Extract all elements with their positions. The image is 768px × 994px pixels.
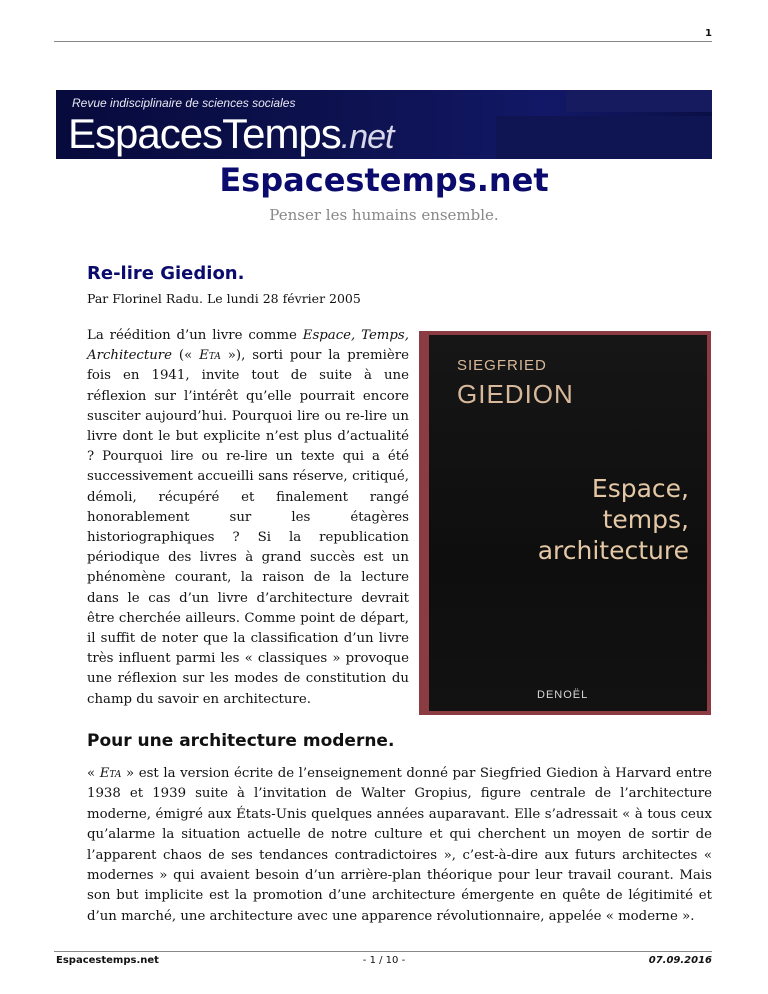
book-cover-title xyxy=(538,473,689,566)
banner-decoration xyxy=(566,90,712,112)
intro-paragraph xyxy=(87,326,409,710)
book-reference: Espace, Temps, Architecture xyxy=(87,328,409,364)
banner-decoration-lower xyxy=(496,116,712,159)
book-abbreviation: Eta xyxy=(199,348,221,364)
book-cover-image xyxy=(419,331,711,715)
banner-logo xyxy=(68,110,394,159)
intro-text-start: La réédition d’un livre comme xyxy=(87,328,303,343)
intro-text-rest: »), sorti pour la première fois en 1941, invite tout de suite à une réflexion sur l’intérêt qu’elle pourrait encore susciter aujourd’hui. Pourquoi lire ou re-lire un livre dont le but explicite n’est plus d’actualité ? Pourquoi lire ou re-lire un texte qui a été successivement accueilli sans réserve, critiqué, démoli, récupéré et finalement rangé honorablement sur les étagères historiographiques ? Si la republication périodique des livres à grand succès est un phénomène courant, la raison de la lecture dans le cas d’un livre d’architecture devrait être cherchée ailleurs. Comme point de départ, il suffit de noter que la classification d’un livre très influent parmi les « classiques » provoque une réflexion sur les modes de constitution du champ du savoir en architecture. xyxy=(87,348,409,707)
article-title: Re-lire Giedion. xyxy=(87,263,245,284)
book-title-line: Espace, xyxy=(591,474,689,503)
book-author-first: SIEGFRIED xyxy=(457,357,547,374)
banner-logo-main: EspacesTemps xyxy=(68,110,341,157)
page-number: 1 xyxy=(705,28,712,39)
section-abbreviation: Eta xyxy=(99,766,122,781)
section-paragraph xyxy=(87,764,712,927)
book-author-last: GIEDION xyxy=(457,379,574,409)
article-byline: Par Florinel Radu. Le lundi 28 février 2005 xyxy=(87,291,361,306)
book-title-line: temps, xyxy=(602,505,689,534)
footer-rule xyxy=(54,951,712,952)
book-publisher: DENOËL xyxy=(537,689,589,701)
site-subtitle: Penser les humains ensemble. xyxy=(269,206,499,224)
section-body-text: » est la version écrite de l’enseignement donné par Siegfried Giedion à Harvard entre 1938 et 1939 suite à l’invitation de Walter Gropius, figure centrale de l’architecture moderne, émigré aux États-Unis quelques années auparavant. Elle s’adressait « à tous ceux qu’alarme la situation actuelle de notre culture et qui cherchent un moyen de sortir de l’apparent chaos de ses tendances contradictoires », c’est-à-dire aux futurs architectes « modernes » qui avaient besoin d’un arrière-plan théorique pour leur travail courant. Mais son but implicite est la promotion d’une architecture émergente en quête de légitimité et d’un marché, une architecture avec une apparence révolutionnaire, appelée « moderne ». xyxy=(87,766,712,924)
footer-page: - 1 / 10 - xyxy=(362,955,406,966)
header-rule xyxy=(54,41,712,42)
intro-quote-open: (« xyxy=(172,348,200,364)
banner-tagline: Revue indisciplinaire de sciences sociales xyxy=(72,96,296,110)
footer-date: 07.09.2016 xyxy=(648,955,712,966)
section-title: Pour une architecture moderne. xyxy=(87,731,395,751)
footer-site: Espacestemps.net xyxy=(56,955,159,966)
banner-logo-suffix: .net xyxy=(340,118,394,156)
book-title-line: architecture xyxy=(537,536,689,565)
section-quote-open: « xyxy=(87,766,100,781)
site-title: Espacestemps.net xyxy=(219,161,549,199)
book-cover-face xyxy=(429,335,707,711)
site-banner[interactable] xyxy=(56,90,712,159)
